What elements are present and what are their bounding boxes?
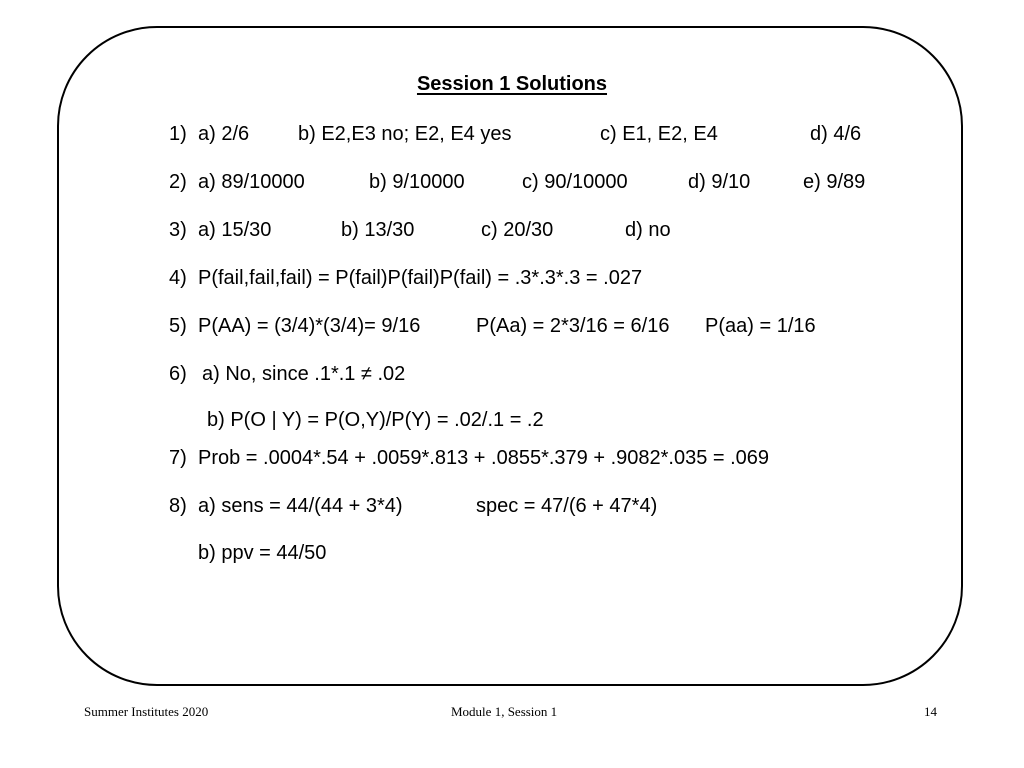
item-part: d) 4/6	[810, 123, 862, 145]
item-part: P(fail,fail,fail) = P(fail)P(fail)P(fail) = .3*.3*.3 = .027	[198, 267, 643, 289]
slide-title: Session 1 Solutions	[416, 73, 608, 95]
item-part: a) 15/30	[198, 219, 272, 241]
item-part: c) 20/30	[481, 219, 554, 241]
item-number: 2)	[169, 171, 187, 193]
item-part: d) no	[625, 219, 671, 241]
item-part: e) 9/89	[803, 171, 866, 193]
item-part: a) No, since .1*.1 ≠ .02	[202, 363, 406, 385]
item-part: b) 13/30	[341, 219, 415, 241]
solution-item-6	[0, 361, 1024, 387]
item-part: a) 89/10000	[198, 171, 305, 193]
item-part: b) P(O | Y) = P(O,Y)/P(Y) = .02/.1 = .2	[207, 409, 544, 431]
solution-item-6-continuation	[0, 407, 1024, 433]
item-part: c) E1, E2, E4	[600, 123, 718, 145]
item-part: d) 9/10	[688, 171, 751, 193]
page-number: 14	[924, 704, 937, 719]
item-part: P(Aa) = 2*3/16 = 6/16	[476, 315, 670, 337]
item-number: 8)	[169, 495, 187, 517]
solution-item-1	[0, 121, 1024, 147]
item-number: 5)	[169, 315, 187, 337]
solution-item-4	[0, 265, 1024, 291]
item-number: 3)	[169, 219, 187, 241]
item-part: Prob = .0004*.54 + .0059*.813 + .0855*.379 + .9082*.035 = .069	[198, 447, 770, 469]
item-part: a) 2/6	[198, 123, 250, 145]
solution-item-2	[0, 169, 1024, 195]
item-part: P(AA) = (3/4)*(3/4)= 9/16	[198, 315, 421, 337]
footer-center: Module 1, Session 1	[451, 704, 558, 719]
solution-item-8-continuation	[0, 540, 1024, 566]
item-part: b) ppv = 44/50	[198, 542, 327, 564]
solution-item-7	[0, 445, 1024, 471]
item-part: b) 9/10000	[369, 171, 465, 193]
item-part: spec = 47/(6 + 47*4)	[476, 495, 658, 517]
solution-item-8	[0, 493, 1024, 519]
solution-item-3	[0, 217, 1024, 243]
item-part: P(aa) = 1/16	[705, 315, 816, 337]
item-part: c) 90/10000	[522, 171, 628, 193]
item-number: 1)	[169, 123, 187, 145]
item-part: b) E2,E3 no; E2, E4 yes	[298, 123, 512, 145]
item-part: a) sens = 44/(44 + 3*4)	[198, 495, 403, 517]
item-number: 4)	[169, 267, 187, 289]
footer-left: Summer Institutes 2020	[84, 704, 209, 719]
item-number: 6)	[169, 363, 187, 385]
item-number: 7)	[169, 447, 187, 469]
solution-item-5	[0, 313, 1024, 339]
